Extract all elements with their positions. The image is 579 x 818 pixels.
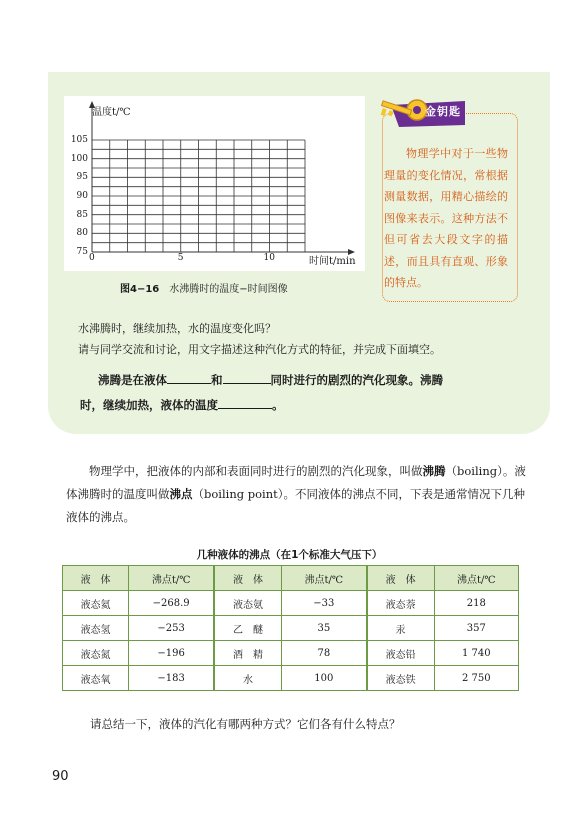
table-title: 几种液体的沸点（在1个标准大气压下） [196,549,383,561]
table-cell: −33 [281,591,367,616]
table-cell: 78 [281,641,367,666]
table-header-cell: 沸点t/℃ [434,566,518,591]
table-cell: 液态铅 [367,641,434,666]
table-cell: 液态氦 [63,591,129,616]
table-cell: 乙 醚 [214,616,281,641]
x-tick-label: 5 [177,253,184,263]
table-cell: −196 [129,641,215,666]
table-cell: −253 [129,616,215,641]
question-line-1: 水沸腾时，继续加热，水的温度变化吗？ [78,322,276,335]
blank-2[interactable] [223,373,271,384]
table-cell: 35 [281,616,367,641]
table-header-cell: 液 体 [63,566,129,591]
y-tick-label: 90 [76,191,88,201]
y-tick-label: 85 [76,209,88,220]
figure-caption-text: 水沸腾时的温度−时间图像 [169,284,288,295]
y-tick-label: 105 [70,135,88,145]
table-row [63,616,519,641]
figure-number: 图4−16 [120,284,160,295]
x-tick-label: 0 [89,253,95,263]
table-cell: −183 [129,666,215,691]
table-cell: 液态氮 [63,641,129,666]
table-cell: 218 [434,591,518,616]
table-cell: 液态氢 [63,616,129,641]
table-header-cell: 液 体 [367,566,434,591]
fill-in-sentence-2: 时，继续加热，液体的温度 。 [80,398,284,412]
body-paragraph: 物理学中，把液体的内部和表面同时进行的剧烈的汽化现象，叫做沸腾（boiling）。液体沸腾时的温度叫做沸点（boiling point）。不同液体的沸点不同，下表是通常情况下几种液体的沸点。 [66,464,526,524]
y-axis-label: 温度t/℃ [92,107,131,118]
figure-caption [120,280,288,295]
table-row [63,591,519,616]
y-tick-label: 100 [70,153,88,164]
table-cell: −268.9 [129,591,215,616]
table-cell: 液态氧 [63,666,129,691]
table-cell: 水 [214,666,281,691]
y-tick-label: 75 [76,247,88,257]
table-row [63,641,519,666]
closing-question: 请总结一下，液体的汽化有哪两种方式？它们各有什么特点？ [90,717,401,731]
x-tick-label: 10 [263,253,275,263]
table-cell: 357 [434,616,518,641]
question-line-2: 请与同学交流和讨论，用文字描述这种汽化方式的特征，并完成下面填空。 [78,343,441,356]
table-cell: 液态铁 [367,666,434,691]
table-row [63,666,519,691]
table-cell: 1 740 [434,641,518,666]
boiling-point-table [62,565,519,691]
key-tip-text: 物理学中对于一些物理量的变化情况，常根据测量数据，用精心描绘的图像来表示。这种方法不但可省去大段文字的描述，而且具有直观、形象的特点。 [384,147,508,289]
x-axis-label: 时间t/min [309,256,356,267]
table-header-row [63,566,519,591]
table-header-cell: 液 体 [214,566,281,591]
table-cell: 100 [281,666,367,691]
page-number: 90 [52,769,69,784]
y-tick-label: 80 [76,228,88,239]
table-cell: 汞 [367,616,434,641]
table-header-cell: 沸点t/℃ [129,566,215,591]
blank-3[interactable] [218,398,272,409]
table-header-cell: 沸点t/℃ [281,566,367,591]
table-cell: 液态氨 [214,591,281,616]
y-tick-label: 95 [76,172,88,183]
table-cell: 液态萘 [367,591,434,616]
blank-1[interactable] [167,373,211,384]
table-cell: 2 750 [434,666,518,691]
table-cell: 酒 精 [214,641,281,666]
key-tip-label: 金钥匙 [425,105,461,118]
fill-in-sentence-1: 沸腾是在液体 和 同时进行的剧烈的汽化现象。沸腾 [98,373,443,387]
